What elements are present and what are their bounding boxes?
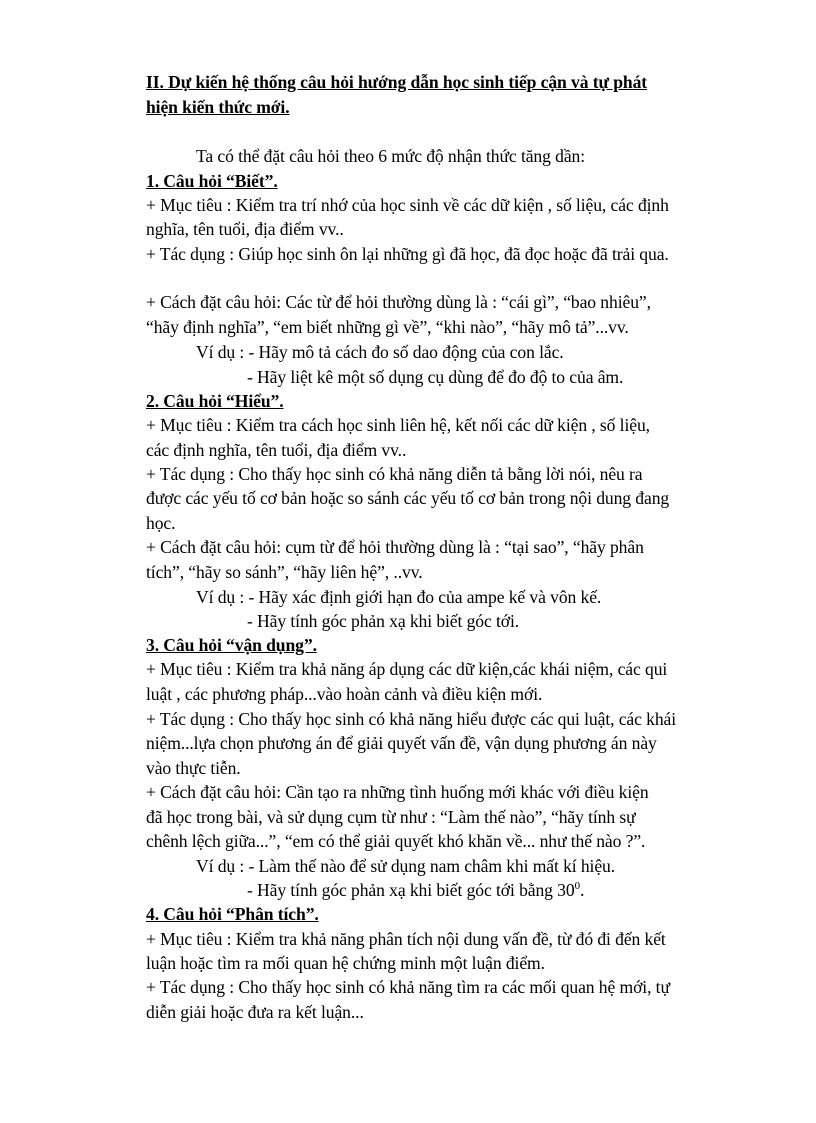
s3-example-1: Ví dụ : - Làm thế nào để sử dụng nam châm khi mất kí hiệu. — [196, 856, 616, 876]
s2-effect-cont2: học. — [146, 513, 176, 533]
s1-title: 1. Câu hỏi “Biết”. — [146, 171, 278, 191]
s4-goal-cont: luận hoặc tìm ra mối quan hệ chứng minh một luận điểm. — [146, 953, 545, 973]
s1-effect: + Tác dụng : Giúp học sinh ôn lại những gì đã học, đã đọc hoặc đã trải qua. — [146, 244, 669, 264]
s2-how: + Cách đặt câu hỏi: cụm từ để hỏi thường dùng là : “tại sao”, “hãy phân — [146, 537, 644, 557]
s3-goal: + Mục tiêu : Kiểm tra khả năng áp dụng các dữ kiện,các khái niệm, các qui — [146, 659, 668, 679]
s1-goal: + Mục tiêu : Kiểm tra trí nhớ của học sinh về các dữ kiện , số liệu, các định — [146, 195, 669, 215]
s2-example-2: - Hãy tính góc phản xạ khi biết góc tới. — [247, 611, 520, 631]
s3-example-2: - Hãy tính góc phản xạ khi biết góc tới bằng $30^0$. — [247, 880, 585, 900]
s4-title: 4. Câu hỏi “Phân tích”. — [146, 904, 319, 924]
s1-how-cont: “hãy định nghĩa”, “em biết những gì về”, “khi nào”, “hãy mô tả”...vv. — [146, 317, 629, 337]
s1-goal-cont: nghĩa, tên tuổi, địa điểm vv.. — [146, 219, 344, 239]
intro-text: Ta có thể đặt câu hỏi theo 6 mức độ nhận thức tăng dần: — [196, 146, 586, 166]
s4-goal: + Mục tiêu : Kiểm tra khả năng phân tích nội dung vấn đề, từ đó đi đến kết — [146, 929, 666, 949]
s3-goal-cont: luật , các phương pháp...vào hoàn cảnh và điều kiện mới. — [146, 684, 543, 704]
s3-how-cont: đã học trong bài, và sử dụng cụm từ như : “Làm thế nào”, “hãy tính sự — [146, 807, 636, 827]
s2-title: 2. Câu hỏi “Hiểu”. — [146, 391, 284, 411]
s1-example-1: Ví dụ : - Hãy mô tả cách đo số dao động của con lắc. — [196, 342, 564, 362]
s3-title: 3. Câu hỏi “vận dụng”. — [146, 635, 317, 655]
section-heading: II. Dự kiến hệ thống câu hỏi hướng dẫn học sinh tiếp cận và tự phát — [146, 72, 648, 92]
s2-goal-cont: các định nghĩa, tên tuổi, địa điểm vv.. — [146, 440, 407, 460]
s3-effect-cont: niệm...lựa chọn phương án để giải quyết vấn đề, vận dụng phương án này — [146, 733, 657, 753]
s2-how-cont: tích”, “hãy so sánh”, “hãy liên hệ”, ..vv. — [146, 562, 423, 582]
s2-effect-cont: được các yếu tố cơ bản hoặc so sánh các yếu tố cơ bản trong nội dung đang — [146, 488, 670, 508]
s1-example-2: - Hãy liệt kê một số dụng cụ dùng để đo độ to của âm. — [247, 367, 624, 387]
section-heading-cont: hiện kiến thức mới. — [146, 97, 290, 117]
degree-superscript: 0 — [574, 880, 580, 893]
s3-effect-cont2: vào thực tiễn. — [146, 758, 241, 778]
s4-effect-cont: diễn giải hoặc đưa ra kết luận... — [146, 1002, 364, 1022]
s3-effect: + Tác dụng : Cho thấy học sinh có khả năng hiểu được các qui luật, các khái — [146, 709, 677, 729]
s3-how-cont2: chênh lệch giữa...”, “em có thể giải quyết khó khăn về... như thế nào ?”. — [146, 831, 646, 851]
s1-how: + Cách đặt câu hỏi: Các từ để hỏi thường dùng là : “cái gì”, “bao nhiêu”, — [146, 292, 651, 312]
s2-effect: + Tác dụng : Cho thấy học sinh có khả năng diễn tả bằng lời nói, nêu ra — [146, 464, 643, 484]
s3-how: + Cách đặt câu hỏi: Cần tạo ra những tình huống mới khác với điều kiện — [146, 782, 649, 802]
s4-effect: + Tác dụng : Cho thấy học sinh có khả năng tìm ra các mối quan hệ mới, tự — [146, 977, 670, 997]
s2-example-1: Ví dụ : - Hãy xác định giới hạn đo của ampe kế và vôn kế. — [196, 587, 602, 607]
s2-goal: + Mục tiêu : Kiểm tra cách học sinh liên hệ, kết nối các dữ kiện , số liệu, — [146, 415, 650, 435]
